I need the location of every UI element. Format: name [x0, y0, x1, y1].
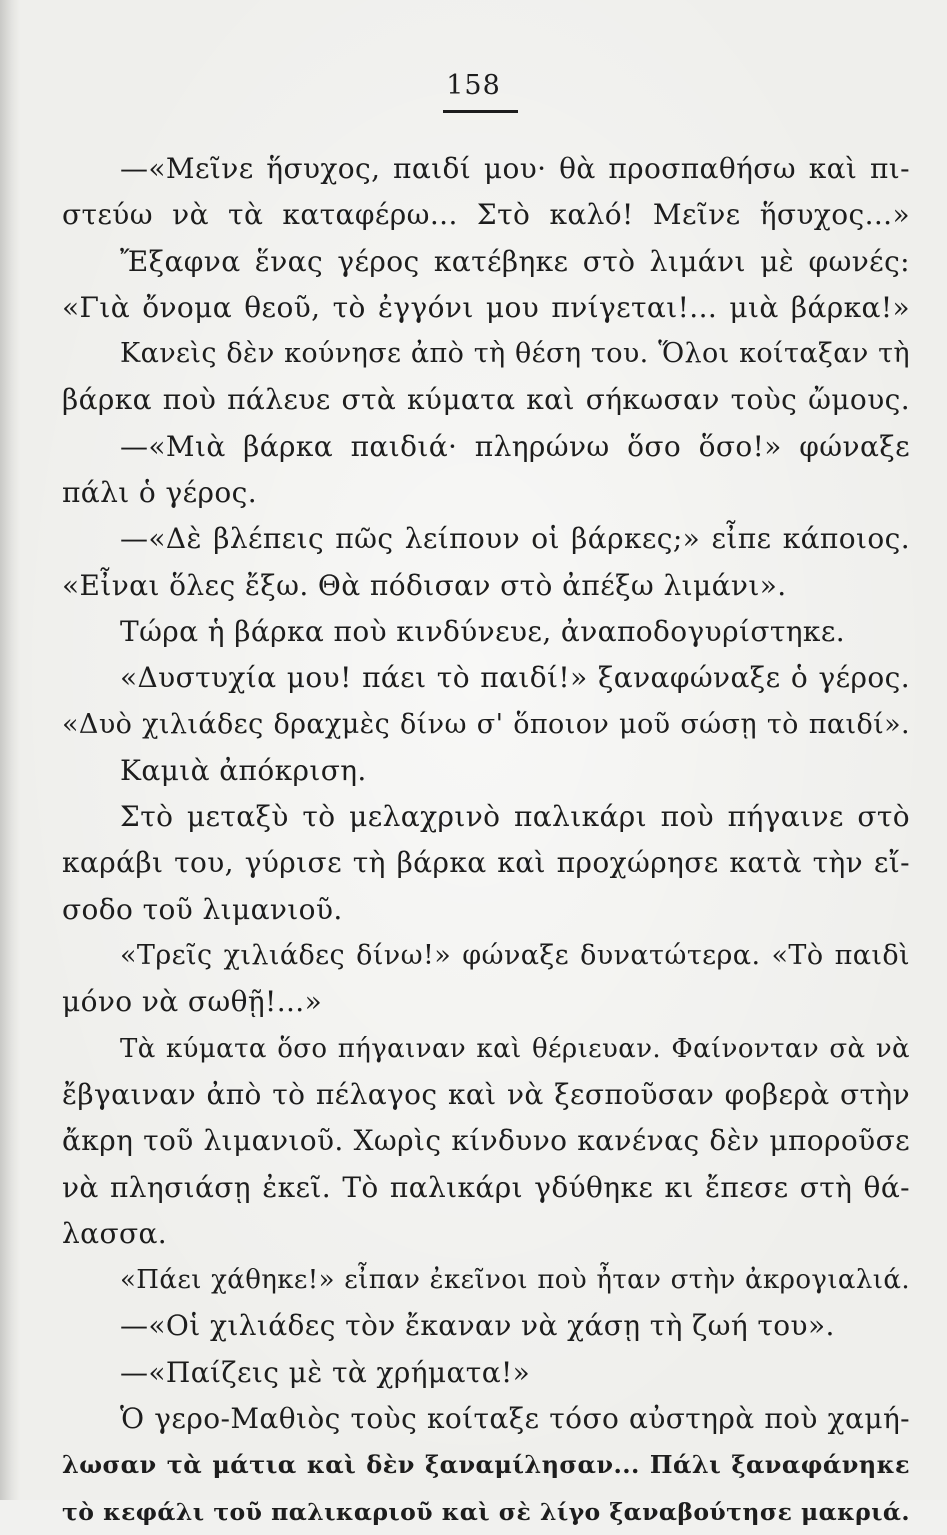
text-line: Τὰ κύματα ὅσο πήγαιναν καὶ θέριευαν. Φαίνονταν σὰ νὰ	[120, 1033, 910, 1064]
text-line: πάλι ὁ γέρος.	[62, 476, 258, 510]
text-line: Ἔξαφνα ἕνας γέρος κατέβηκε στὸ λιμάνι μὲ φωνές:	[120, 244, 910, 278]
text-line: λασσα.	[62, 1216, 168, 1250]
text-line: «Γιὰ ὄνομα θεοῦ, τὸ ἐγγόνι μου πνίγεται!... μιὰ βάρκα!»	[62, 290, 910, 324]
text-line: σοδο τοῦ λιμανιοῦ.	[62, 892, 343, 926]
text-line: τὸ κεφάλι τοῦ παλικαριοῦ καὶ σὲ λίγο ξαναβούτησε μακριά.	[62, 1497, 910, 1526]
text-line: «Τρεῖς χιλιάδες δίνω!» φώναξε δυνατώτερα. «Τὸ παιδὶ	[120, 940, 910, 972]
text-line: —«Δὲ βλέπεις πῶς λείπουν οἱ βάρκες;» εἶπε κάποιος.	[120, 522, 910, 556]
text-line: μόνο νὰ σωθῇ!...»	[62, 985, 323, 1019]
text-line: Στὸ μεταξὺ τὸ μελαχρινὸ παλικάρι ποὺ πήγαινε στὸ	[120, 800, 910, 834]
text-line: «Δυὸ χιλιάδες δραχμὲς δίνω σ' ὅποιον μοῦ σώσῃ τὸ παιδί».	[62, 708, 910, 740]
text-line: στεύω νὰ τὰ καταφέρω... Στὸ καλό! Μεῖνε ἥσυχος...»	[62, 198, 910, 232]
text-line: καράβι του, γύρισε τὴ βάρκα καὶ προχώρησε κατὰ τὴν εἴ-	[62, 846, 910, 880]
page-number-rule	[443, 110, 518, 113]
text-line: ἔβγαιναν ἀπὸ τὸ πέλαγος καὶ νὰ ξεσποῦσαν φοβερὰ στὴν	[62, 1077, 910, 1111]
text-line: Καμιὰ ἀπόκριση.	[120, 753, 367, 787]
text-line: Τώρα ἡ βάρκα ποὺ κινδύνευε, ἀναποδογυρίστηκε.	[120, 614, 846, 648]
text-line: «Εἶναι ὅλες ἔξω. Θὰ πόδισαν στὸ ἀπέξω λιμάνι».	[62, 568, 787, 602]
page-number: 158	[446, 70, 501, 101]
text-line: Κανεὶς δὲν κούνησε ἀπὸ τὴ θέση του. Ὅλοι κοίταξαν τὴ	[120, 338, 910, 370]
text-line: —«Μεῖνε ἥσυχος, παιδί μου· θὰ προσπαθήσω καὶ πι-	[120, 152, 910, 185]
text-line: «Δυστυχία μου! πάει τὸ παιδί!» ξαναφώναξε ὁ γέρος.	[120, 661, 910, 695]
text-line: —«Μιὰ βάρκα παιδιά· πληρώνω ὅσο ὅσο!» φώναξε	[120, 429, 910, 463]
body-text	[62, 146, 910, 1535]
text-line: Ὁ γερο-Μαθιὸς τοὺς κοίταξε τόσο αὐστηρὰ ποὺ χαμή-	[120, 1402, 910, 1436]
page-gutter-shadow	[0, 0, 20, 1500]
text-line: «Πάει χάθηκε!» εἶπαν ἐκεῖνοι ποὺ ἦταν στὴν ἀκρογιαλιά.	[120, 1265, 910, 1296]
text-line: —«Παίζεις μὲ τὰ χρήματα!»	[120, 1355, 531, 1389]
text-line: λωσαν τὰ μάτια καὶ δὲν ξαναμίλησαν... Πάλι ξαναφάνηκε	[62, 1450, 910, 1480]
text-line: —«Οἱ χιλιάδες τὸν ἔκαναν νὰ χάσῃ τὴ ζωή του».	[120, 1309, 835, 1343]
text-line: βάρκα ποὺ πάλευε στὰ κύματα καὶ σήκωσαν τοὺς ὤμους.	[62, 383, 910, 417]
text-line: ἄκρη τοῦ λιμανιοῦ. Χωρὶς κίνδυνο κανένας δὲν μποροῦσε	[62, 1124, 910, 1158]
text-line: νὰ πλησιάσῃ ἐκεῖ. Τὸ παλικάρι γδύθηκε κι ἔπεσε στὴ θά-	[62, 1170, 910, 1204]
